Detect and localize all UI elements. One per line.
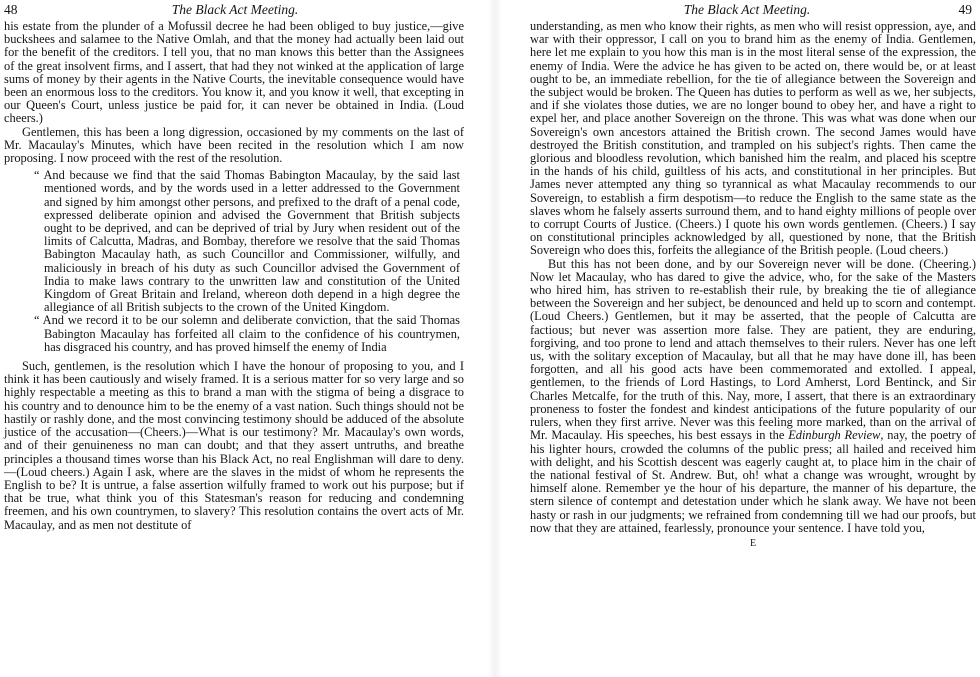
paragraph: Gentlemen, this has been a long digression, occasioned by my comments on the last of Mr. Macaulay's Minutes, which have been recited in the resolution which I am now proposing. I now proceed with the rest of the resolution. <box>4 124 464 166</box>
paragraph <box>530 258 976 535</box>
left-page-number: 48 <box>4 2 18 17</box>
right-running-header <box>518 2 976 20</box>
signature-mark: E <box>749 537 757 549</box>
right-body-text <box>518 20 976 550</box>
paragraph-text: , nay, the poetry of his lighter hours, crowded the columns of the public press; all hailed and received him with delight, and his Scottish descent was eagerly caught at, to place him in the chair of the national festival of St. Andrew. But, oh! what a change was wrought, wrought by himself alone. Remember ye the hour of his departure, the manner of his departure, the stern silence of contempt and detestation under which he slank away. We have not been hasty or rash in our judgments; we refrained from condemning till we had our proofs, but now that they are attained, fearlessly, pronounce your sentence. I have told you, <box>530 428 976 535</box>
paragraph-text: But this has not been done, and by our Sovereign never will be done. (Cheering.) Now let Macaulay, who has dared to give the advice, who, for the sake of the Masters who hired him, has striven to re-establish their rule, by breaking the tie of allegiance between the Sovereign and her subject, be denounced and held up to scorn and contempt. (Loud Cheers.) Gentlemen, but it may be asserted, that the people of Calcutta are factious; but never was assertion more false. They are patient, they are enduring, forgiving, and too prone to lend and attach themselves to their rulers. Never has one left us, with the solitary exception of Macaulay, but all that he may have done ill, has been forgotten, and all his good acts have been commemorated and extolled. I appeal, gentlemen, to the friends of Lord Hastings, to Lord Amherst, Lord Bentinck, and Sir Charles Metcalfe, for the truth of this. Nay, more, I assert, that there is an extraordinary proneness to foster the fondest and kindest anticipations of the future popularity of our rulers, when they first arrive. Never was this feeling more marked, than on the arrival of Mr. Macaulay. His speeches, his best essays in the <box>530 256 976 443</box>
quote-paragraph: “ And because we find that the said Thomas Babington Macaulay, by the said last mentioned words, and by the words used in a letter addressed to the Government and signed by him amongst other persons, and prefixed to the draft of a penal code, expressed deliberate opinion and advised the Government that British subjects ought to be deprived, and can be deprived of trial by Jury when resident out of the limits of Calcutta, Madras, and Bombay, therefore we resolve that the said Thomas Babington Macaulay hath, as such Councillor and Commissioner, wilfully, and maliciously in breach of his duty as such Councillor advised the Government of India to make laws contrary to the unwritten law and constitution of the United Kingdom of Great Britain and Ireland, whereon doth depend in a high degree the allegiance of all British subjects to the crown of the United Kingdom. <box>34 168 460 315</box>
right-running-head: The Black Act Meeting. <box>683 2 811 17</box>
right-page-number: 49 <box>958 2 972 17</box>
left-running-header <box>0 2 470 20</box>
paragraph: Such, gentlemen, is the resolution which I have the honour of proposing to you, and I think it has been cautiously and wisely framed. It is a serious matter for so very large and so highly respectable a meeting as this to brand a man with the stigma of being a disgrace to his country and to denounce him to be the enemy of a vast nation. Such things should not be hastily or rashly done, and the most convincing testimony should be adduced of the absolute justice of the accusation—(Cheers.)—What is our testimony? Mr. Macaulay's own words, and of their genuineness no man can doubt; and that they assert untruths, and breathe principles a thousand times worse than his Black Act, no real Englishman will dare to deny.—(Loud cheers.) Again I ask, where are the slaves in the midst of whom he represents the English to be? It is untrue, a false assertion wilfully framed to work out his purpose; but if that be true, what think you of this Statesman's reason for reducing and condemning freemen, and his own countrymen, to slavery? This resolution contains the overt acts of Mr. Macaulay, and as men not destitute of <box>4 359 464 532</box>
left-running-head: The Black Act Meeting. <box>171 2 299 17</box>
left-body-text <box>0 20 470 532</box>
paragraph: his estate from the plunder of a Mofussil decree he had been obliged to buy justice,—give buckshees and salamee to the Native Omlah, and that the money had actually been laid out for the benefit of the creditors. I tell you, that no man knows this better than the Assignees of the great insolvent firms, and I assert, that had they not winked at the application of large sums of money by their agents in the Native Courts, the inevitable consequence would have been an enormous loss to the creditors. You know it, and you know it well, that excepting in our Queen's Court, unless justice be paid for, it can never be obtained in India. (Loud cheers.) <box>4 19 464 126</box>
book-gutter <box>488 0 502 677</box>
italic-title: Edinburgh Review <box>788 428 881 443</box>
paragraph: understanding, as men who know their rights, as men who will resist oppression, aye, and war with their oppressor, I call on you to brand him as the enemy of India. Gentlemen, here let me explain to you how this man is in the most literal sense of the expression, the enemy of India. Were the advice he has given to be acted on, there would be, or at least ought to be, an immediate rebellion, for the tie of allegiance between the Sovereign and the subject would be broken. The Queen has duties to perform as well as we, her subjects, and if she violates those duties, we are no longer bound to obey her, and have a right to expel her, and place another Sovereign on the throne. This was what was done when our Sovereign's own ancestors attained the British crown. The second James would have destroyed the British constitution, and trampled on his subject's rights. Then came the glorious and bloodless revolution, which banished him the realm, and placed his sceptre in the hands of his child, guiltless of his acts, and constitutional in her principles. But James never attempted any thing so tyrannical as what Macaulay recommends to our Sovereign, to establish a firm despotism—to reduce the English to the same state as the slaves whom he falsely asserts surround them, and to hand eighty millions of people over to corrupt Courts of Justice. (Cheers.) I quote his own words gentlemen. (Cheers.) I say on constitutional principles acknowledged by all, questioned by none, that the British Sovereign who does this, forfeits the allegiance of the British people. (Loud cheers.) <box>530 19 976 258</box>
left-page <box>0 0 470 677</box>
right-page <box>518 0 976 677</box>
quote-paragraph: “ And we record it to be our solemn and deliberate conviction, that the said Thomas Babington Macaulay has forfeited all claim to the confidence of his countrymen, has disgraced his country, and has proved himself the enemy of India <box>34 313 460 354</box>
resolution-quote <box>34 169 460 354</box>
